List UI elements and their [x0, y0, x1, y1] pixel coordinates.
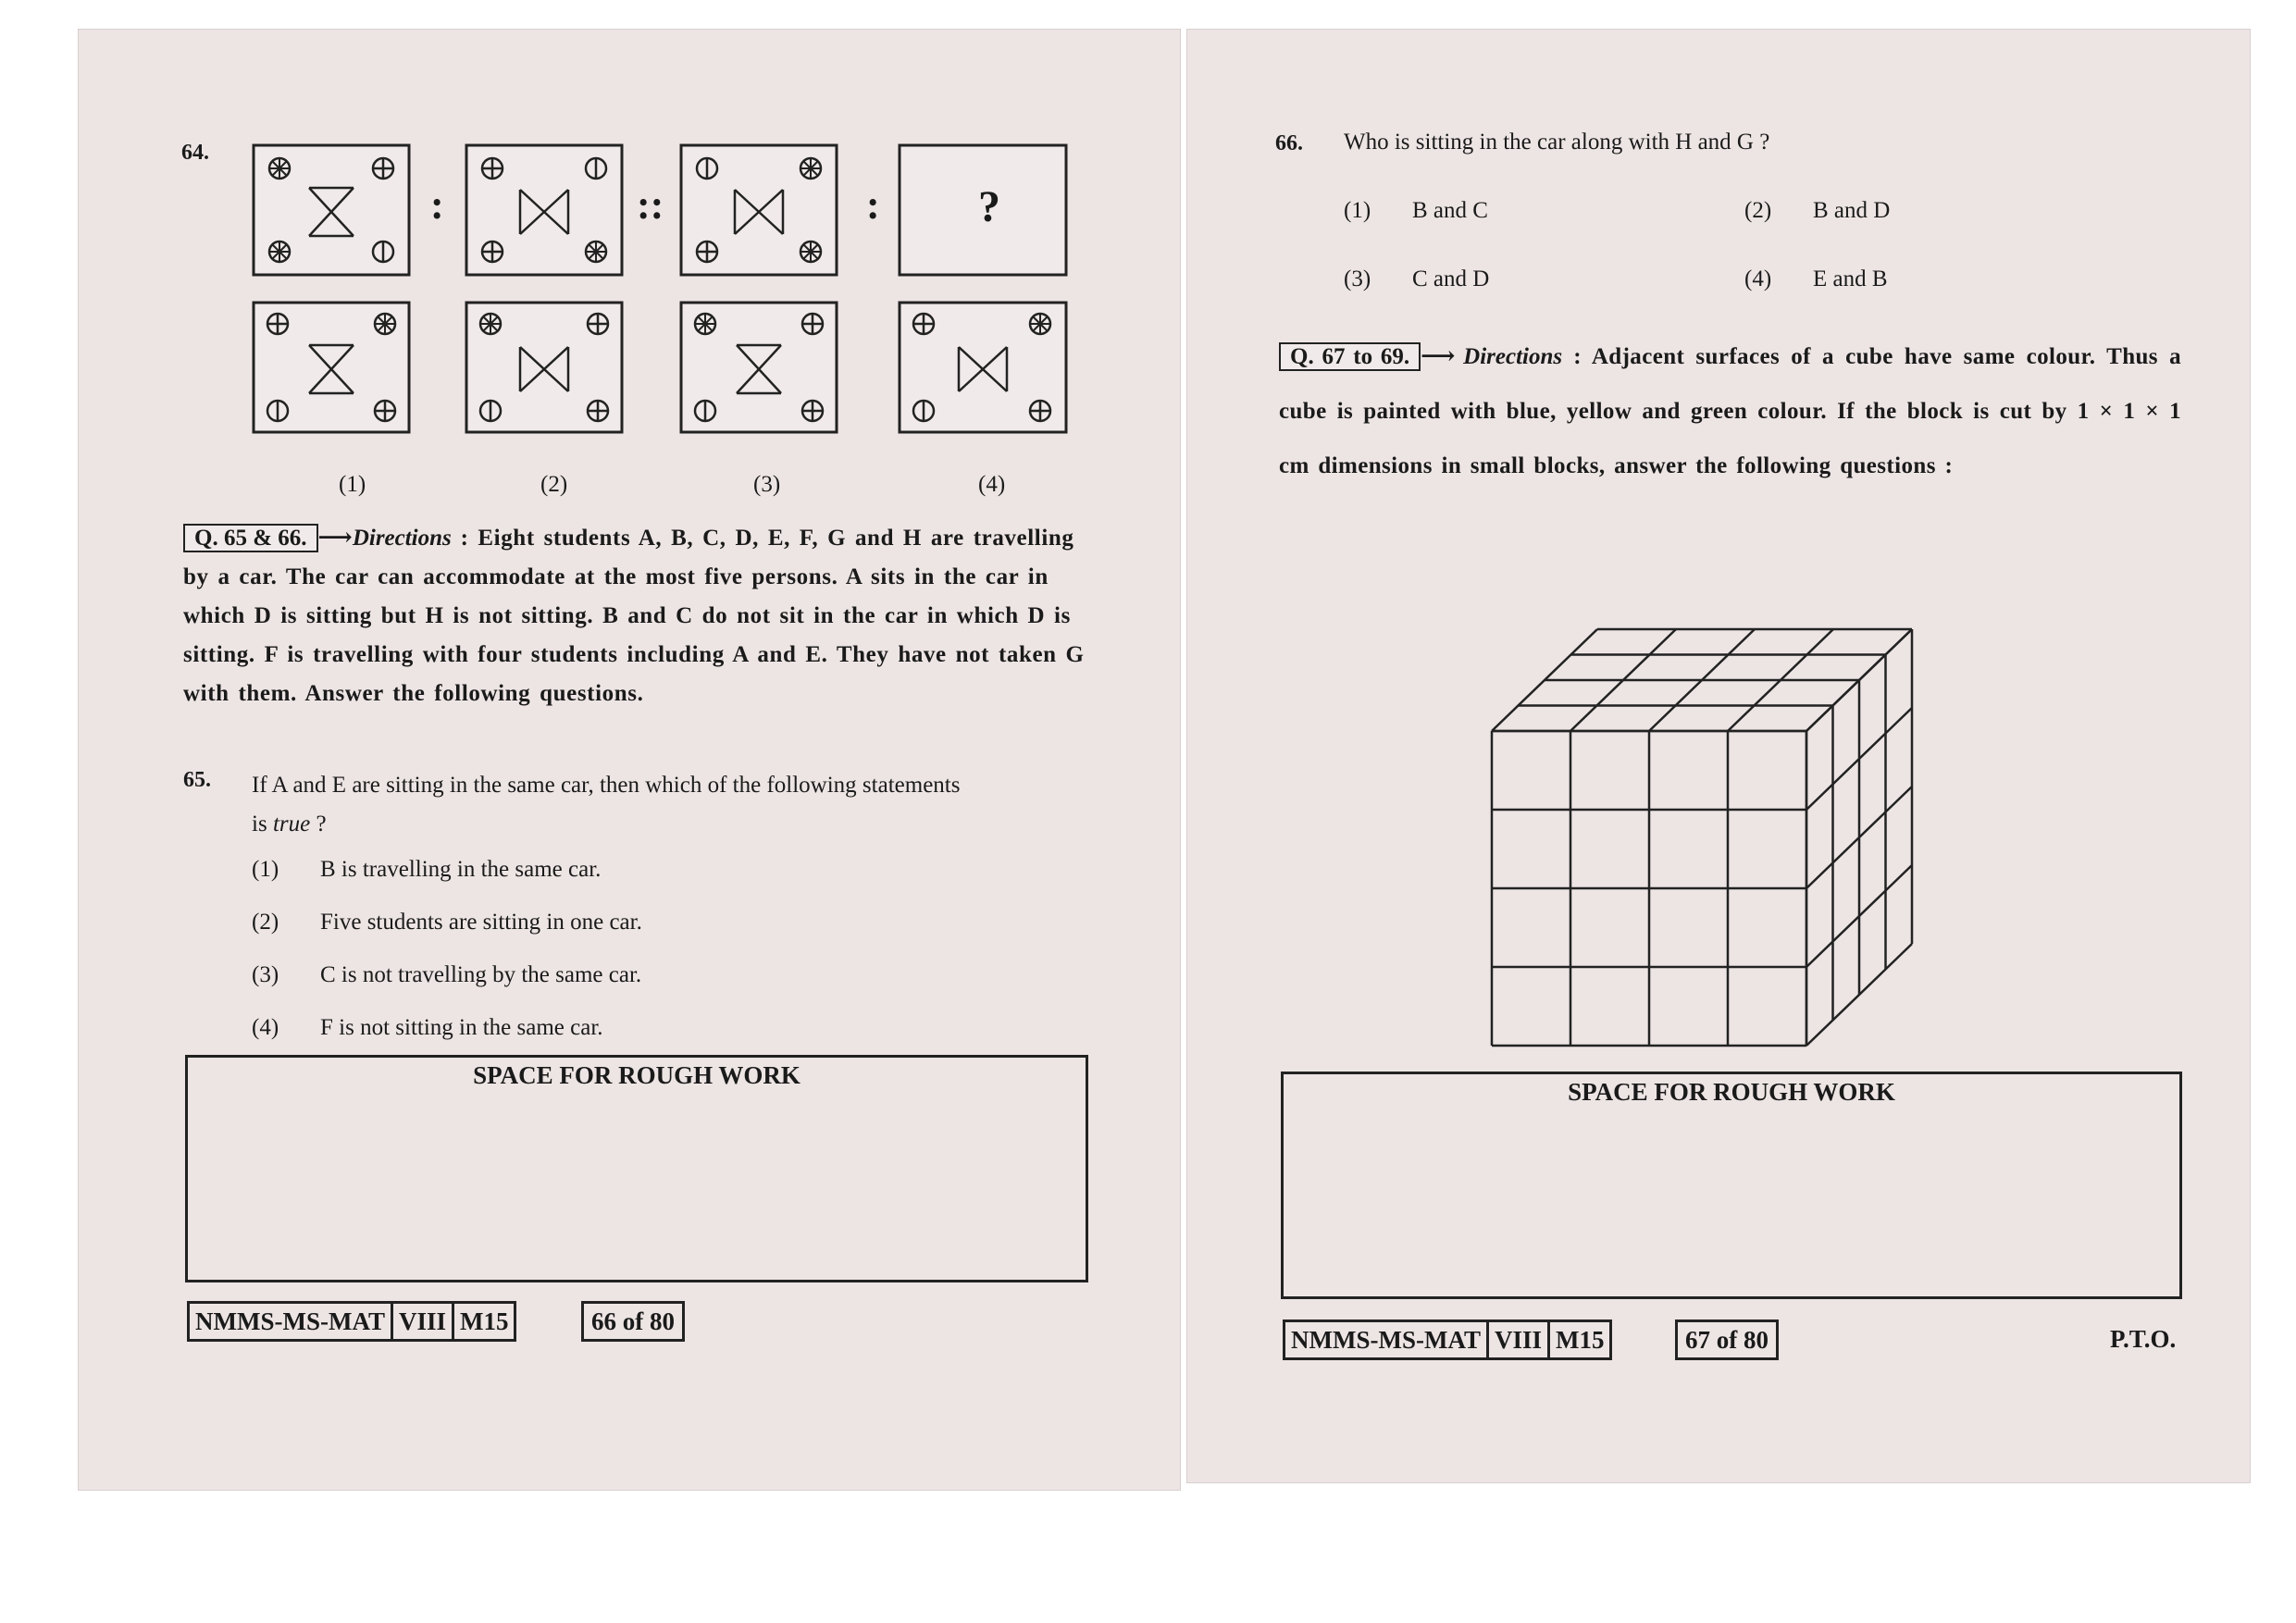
ratio-colon-1: : — [430, 182, 444, 228]
question-66-text: Who is sitting in the car along with H and G ? — [1344, 130, 1770, 155]
footer-set: M15 — [459, 1307, 509, 1335]
q64-answer-figures — [252, 298, 1085, 446]
q65-option-4[interactable] — [252, 1015, 603, 1041]
rough-work-title: SPACE FOR ROUGH WORK — [1568, 1078, 1895, 1106]
answer-figure-label-3: (3) — [753, 472, 781, 497]
option-text: E and B — [1813, 266, 1888, 291]
footer-code-left — [187, 1301, 516, 1342]
option-number: (1) — [1344, 198, 1371, 223]
answer-figure-label-4: (4) — [978, 472, 1006, 497]
q64-problem-figures — [252, 141, 1085, 279]
answer-figure-label-1: (1) — [339, 472, 366, 497]
footer-class: VIII — [1489, 1322, 1550, 1357]
q65-option-3[interactable] — [252, 962, 641, 988]
q66-option-4[interactable] — [1744, 266, 1888, 292]
footer-exam-code: NMMS-MS-MAT — [1285, 1322, 1489, 1357]
directions-label-67-69: Q. 67 to 69. — [1279, 342, 1421, 371]
option-text: B is travelling in the same car. — [320, 857, 602, 882]
footer-code-right — [1283, 1319, 1612, 1360]
rough-work-title: SPACE FOR ROUGH WORK — [473, 1061, 800, 1089]
question-65-text-2: is — [252, 812, 273, 836]
question-66-number: 66. — [1275, 131, 1303, 155]
footer-set: M15 — [1555, 1326, 1605, 1354]
question-65-text-3: ? — [310, 812, 327, 836]
option-text: F is not sitting in the same car. — [320, 1015, 603, 1040]
option-number: (2) — [252, 910, 279, 935]
option-number: (2) — [1744, 198, 1772, 223]
ratio-double-colon: :: — [637, 182, 664, 228]
directions-heading: Directions — [352, 526, 452, 551]
q65-option-1[interactable] — [252, 857, 601, 883]
cube-figure — [1481, 569, 1980, 1069]
answer-figure-label-2: (2) — [540, 472, 568, 497]
footer-exam-code: NMMS-MS-MAT — [190, 1304, 393, 1339]
directions-heading: Directions — [1463, 344, 1563, 369]
option-text: Five students are sitting in one car. — [320, 910, 642, 935]
q66-option-3[interactable] — [1344, 266, 1489, 292]
question-65-number: 65. — [183, 768, 211, 792]
question-64-number: 64. — [181, 141, 209, 165]
page-number-right: 67 of 80 — [1675, 1319, 1779, 1360]
ratio-colon-2: : — [866, 182, 880, 228]
option-text: C is not travelling by the same car. — [320, 962, 642, 987]
q66-option-2[interactable] — [1744, 198, 1890, 224]
directions-label-65-66: Q. 65 & 66. — [183, 524, 318, 552]
directions-67-69 — [1279, 328, 2181, 493]
question-65-italic: true — [272, 812, 311, 836]
question-mark: ? — [978, 182, 1000, 231]
pto-label: P.T.O. — [2110, 1325, 2177, 1353]
option-number: (4) — [252, 1015, 279, 1040]
directions-65-66 — [183, 518, 1086, 713]
q65-option-2[interactable] — [252, 910, 642, 935]
rough-work-box-right[interactable] — [1281, 1072, 2182, 1299]
footer-class: VIII — [393, 1304, 454, 1339]
option-text: B and C — [1412, 198, 1488, 223]
rough-work-box-left[interactable] — [185, 1055, 1088, 1282]
option-number: (3) — [1344, 266, 1371, 291]
option-text: B and D — [1813, 198, 1891, 223]
option-number: (1) — [252, 857, 279, 882]
page-number-left: 66 of 80 — [581, 1301, 685, 1342]
option-number: (4) — [1744, 266, 1772, 291]
directions-text: : Adjacent surfaces of a cube have same colour. Thus a cube is painted with blue, yellow and green colour. If the block is cut by 1 × 1 × 1 cm dimensions in small blocks, answer the following questions : — [1279, 344, 2182, 478]
q66-option-1[interactable] — [1344, 198, 1488, 224]
question-65-text — [252, 766, 1094, 844]
option-text: C and D — [1412, 266, 1490, 291]
directions-arrow-icon: ⟶ — [1421, 342, 1456, 369]
question-65-text-1: If A and E are sitting in the same car, then which of the following statements — [252, 773, 961, 798]
directions-arrow-icon: ⟶ — [317, 524, 353, 551]
directions-text: : Eight students A, B, C, D, E, F, G and H are travelling by a car. The car can accommodate at the most five persons. A sits in the car in which D is sitting but H is not sitting. B and C do not sit in the car in which D is sitting. F is travelling with four students including A and E. They have not taken G with them. Answer the following questions. — [183, 526, 1085, 706]
option-number: (3) — [252, 962, 279, 987]
